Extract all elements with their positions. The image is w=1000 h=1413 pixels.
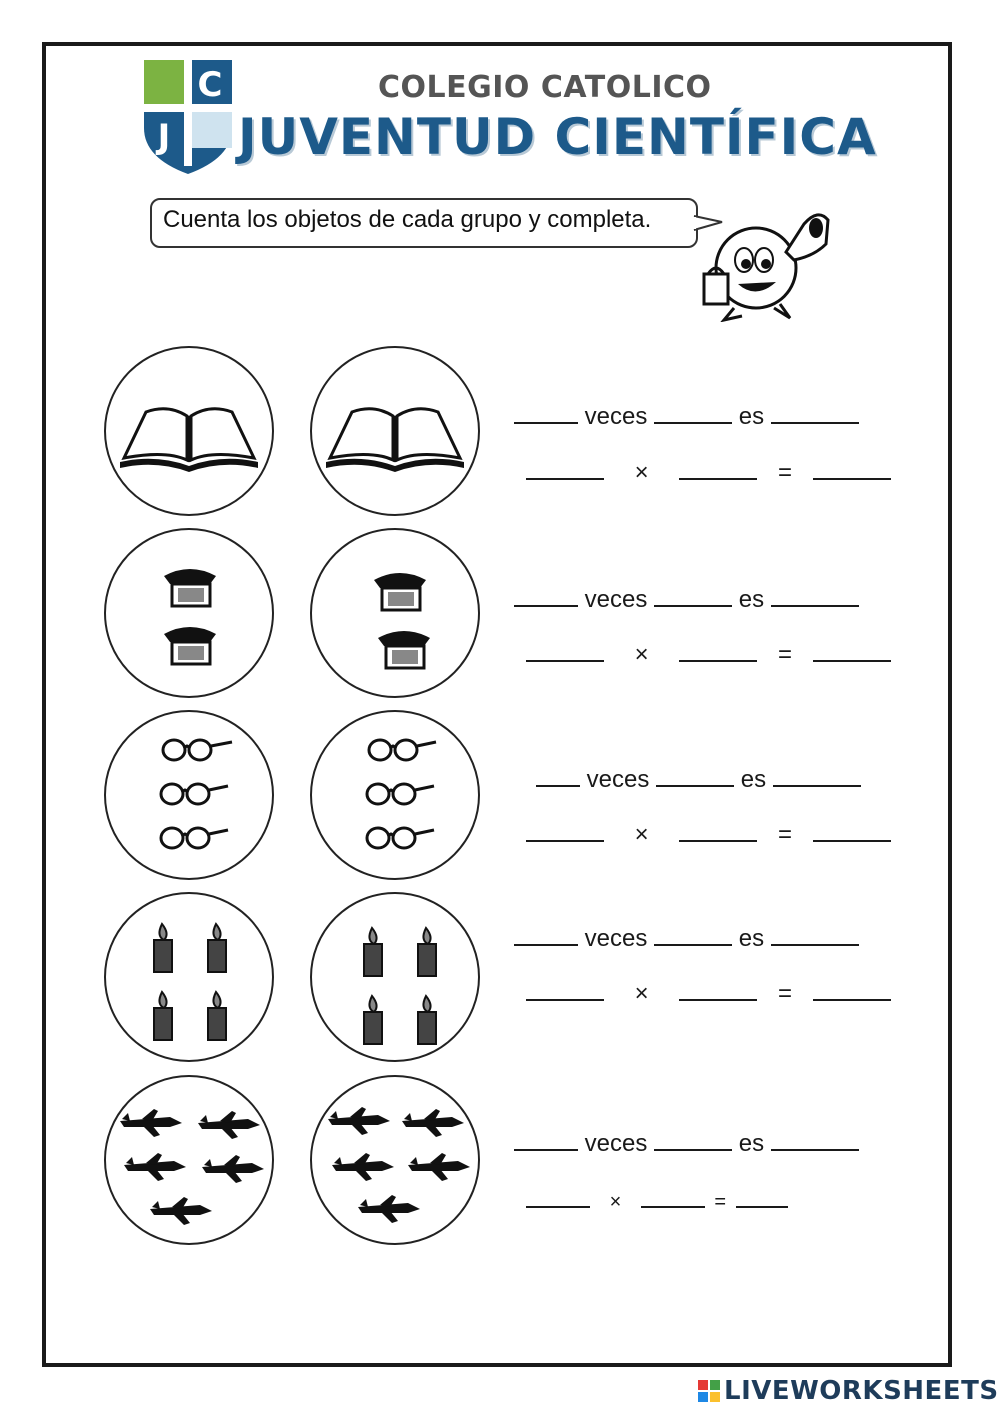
multiplication-line bbox=[526, 979, 891, 1008]
group-circle bbox=[310, 1075, 480, 1245]
es-word: es bbox=[740, 766, 767, 793]
factor-blank[interactable] bbox=[679, 458, 757, 480]
answer-blank[interactable] bbox=[771, 585, 859, 607]
book-icon bbox=[312, 348, 478, 514]
school-shield-logo bbox=[140, 58, 236, 176]
airplane-icon bbox=[312, 1077, 478, 1243]
sentence-line bbox=[514, 924, 859, 953]
book-icon bbox=[106, 348, 272, 514]
multiplication-line bbox=[526, 458, 891, 487]
instruction-text: Cuenta los objetos de cada grupo y completa. bbox=[163, 206, 652, 233]
product-blank[interactable] bbox=[736, 1186, 788, 1208]
telephone-icon bbox=[106, 530, 272, 696]
answer-blank[interactable] bbox=[514, 1129, 578, 1151]
sentence-line bbox=[536, 765, 861, 794]
factor-blank[interactable] bbox=[526, 458, 604, 480]
veces-word: veces bbox=[584, 925, 648, 952]
veces-word: veces bbox=[586, 766, 650, 793]
answer-blank[interactable] bbox=[514, 924, 578, 946]
sentence-line bbox=[514, 1129, 859, 1158]
product-blank[interactable] bbox=[813, 820, 891, 842]
es-word: es bbox=[738, 1130, 765, 1157]
group-circle bbox=[104, 892, 274, 1062]
airplane-icon bbox=[106, 1077, 272, 1243]
factor-blank[interactable] bbox=[526, 979, 604, 1001]
factor-blank[interactable] bbox=[679, 640, 757, 662]
multiply-sign: × bbox=[634, 980, 649, 1007]
answer-blank[interactable] bbox=[654, 402, 732, 424]
equals-sign: = bbox=[778, 821, 793, 848]
factor-blank[interactable] bbox=[641, 1186, 705, 1208]
group-circle bbox=[310, 710, 480, 880]
veces-word: veces bbox=[584, 1130, 648, 1157]
candle-icon bbox=[312, 894, 478, 1060]
sentence-line bbox=[514, 585, 859, 614]
answer-blank[interactable] bbox=[536, 765, 580, 787]
factor-blank[interactable] bbox=[679, 820, 757, 842]
group-circle bbox=[104, 528, 274, 698]
sentence-line bbox=[514, 402, 859, 431]
school-name-line2: JUVENTUD CIENTÍFICA bbox=[238, 108, 877, 166]
answer-blank[interactable] bbox=[656, 765, 734, 787]
product-blank[interactable] bbox=[813, 979, 891, 1001]
factor-blank[interactable] bbox=[679, 979, 757, 1001]
factor-blank[interactable] bbox=[526, 640, 604, 662]
answer-blank[interactable] bbox=[514, 585, 578, 607]
liveworksheets-logo-icon bbox=[698, 1380, 720, 1402]
es-word: es bbox=[738, 403, 765, 430]
multiply-sign: × bbox=[634, 641, 649, 668]
factor-blank[interactable] bbox=[526, 1186, 590, 1208]
answer-blank[interactable] bbox=[771, 924, 859, 946]
es-word: es bbox=[738, 925, 765, 952]
mascot-character-icon bbox=[694, 204, 832, 322]
multiplication-line bbox=[526, 1186, 788, 1214]
candle-icon bbox=[106, 894, 272, 1060]
glasses-icon bbox=[106, 712, 272, 878]
answer-blank[interactable] bbox=[654, 924, 732, 946]
glasses-icon bbox=[312, 712, 478, 878]
veces-word: veces bbox=[584, 403, 648, 430]
equals-sign: = bbox=[714, 1191, 727, 1213]
logo-letter-j: J bbox=[157, 117, 171, 157]
answer-blank[interactable] bbox=[773, 765, 861, 787]
equals-sign: = bbox=[778, 641, 793, 668]
logo-letter-c: C bbox=[197, 65, 223, 105]
answer-blank[interactable] bbox=[654, 1129, 732, 1151]
multiply-sign: × bbox=[634, 821, 649, 848]
answer-blank[interactable] bbox=[771, 1129, 859, 1151]
group-circle bbox=[310, 346, 480, 516]
es-word: es bbox=[738, 586, 765, 613]
group-circle bbox=[104, 1075, 274, 1245]
answer-blank[interactable] bbox=[654, 585, 732, 607]
multiply-sign: × bbox=[634, 459, 649, 486]
equals-sign: = bbox=[778, 459, 793, 486]
equals-sign: = bbox=[778, 980, 793, 1007]
multiplication-line bbox=[526, 820, 891, 849]
factor-blank[interactable] bbox=[526, 820, 604, 842]
group-circle bbox=[310, 892, 480, 1062]
answer-blank[interactable] bbox=[514, 402, 578, 424]
product-blank[interactable] bbox=[813, 640, 891, 662]
multiply-sign: × bbox=[609, 1191, 622, 1213]
veces-word: veces bbox=[584, 586, 648, 613]
product-blank[interactable] bbox=[813, 458, 891, 480]
group-circle bbox=[104, 710, 274, 880]
group-circle bbox=[104, 346, 274, 516]
multiplication-line bbox=[526, 640, 891, 669]
telephone-icon bbox=[312, 530, 478, 696]
school-name-line1: COLEGIO CATOLICO bbox=[378, 70, 712, 105]
group-circle bbox=[310, 528, 480, 698]
answer-blank[interactable] bbox=[771, 402, 859, 424]
footer-brand[interactable]: LIVEWORKSHEETS bbox=[724, 1376, 999, 1406]
